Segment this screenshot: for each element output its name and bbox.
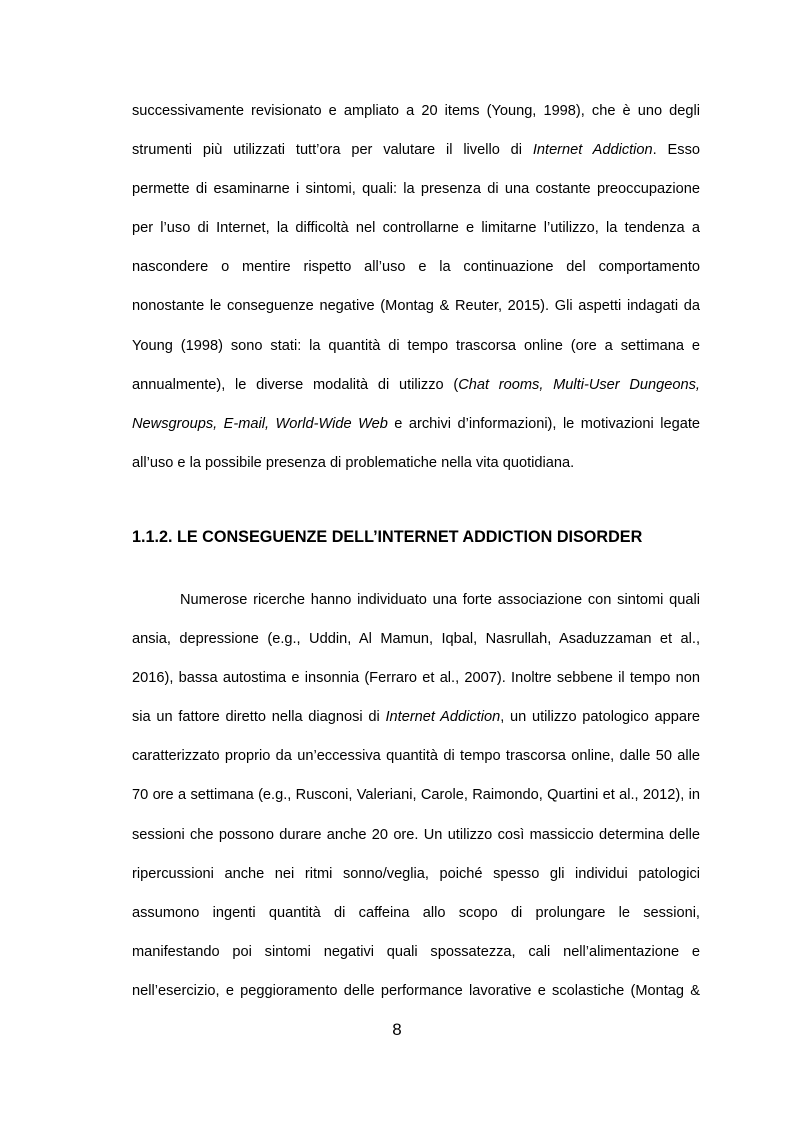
- paragraph-2-line-7: sessioni che possono durare anche 20 ore. Un utilizzo così massiccio determina delle: [132, 826, 700, 843]
- paragraph-2-line-5: caratterizzato proprio da un’eccessiva quantità di tempo trascorsa online, dalle 50 alle: [132, 748, 700, 765]
- paragraph-2: [132, 581, 700, 1011]
- paragraph-1-line-8: annualmente), le diverse modalità di utilizzo (Chat rooms, Multi-User Dungeons,: [132, 376, 700, 393]
- paragraph-1-line-9: Newsgroups, E-mail, World-Wide Web e archivi d’informazioni), le motivazioni legate: [132, 415, 701, 432]
- paragraph-2-line-3: 2016), bassa autostima e insonnia (Ferraro et al., 2007). Inoltre sebbene il tempo non: [132, 670, 700, 687]
- paragraph-1-line-7: Young (1998) sono stati: la quantità di tempo trascorsa online (ore a settimana e: [132, 337, 700, 354]
- paragraph-2-line-10: manifestando poi sintomi negativi quali spossatezza, cali nell’alimentazione e: [132, 943, 700, 960]
- paragraph-2-line-2: ansia, depressione (e.g., Uddin, Al Mamun, Iqbal, Nasrullah, Asaduzzaman et al.,: [132, 631, 700, 648]
- italic-term: Newsgroups, E-mail, World-Wide Web: [132, 415, 388, 432]
- paragraph-2-line-1: Numerose ricerche hanno individuato una forte associazione con sintomi quali: [180, 592, 700, 608]
- italic-term: Internet Addiction: [532, 142, 653, 159]
- paragraph-2-line-6: 70 ore a settimana (e.g., Rusconi, Valeriani, Carole, Raimondo, Quartini et al., 2012), in: [132, 787, 700, 804]
- paragraph-2-line-9: assumono ingenti quantità di caffeina allo scopo di prolungare le sessioni,: [132, 904, 700, 921]
- section-heading: 1.1.2. LE CONSEGUENZE DELL’INTERNET ADDICTION DISORDER: [132, 528, 643, 546]
- paragraph-1-line-10: all’uso e la possibile presenza di problematiche nella vita quotidiana.: [132, 454, 575, 471]
- paragraph-2-line-8: ripercussioni anche nei ritmi sonno/veglia, poiché spesso gli individui patologici: [132, 865, 700, 882]
- paragraph-1-line-4: per l’uso di Internet, la difficoltà nel controllarne e limitarne l’utilizzo, la tendenza a: [132, 220, 700, 237]
- paragraph-1-line-3: permette di esaminarne i sintomi, quali: la presenza di una costante preoccupazione: [132, 181, 700, 198]
- page-number: 8: [392, 1020, 402, 1039]
- paragraph-1-line-2: strumenti più utilizzati tutt’ora per valutare il livello di Internet Addiction. Esso: [132, 142, 701, 159]
- paragraph-1-line-1: successivamente revisionato e ampliato a 20 items (Young, 1998), che è uno degli: [132, 103, 700, 119]
- italic-term: Chat rooms, Multi-User Dungeons,: [458, 376, 700, 393]
- paragraph-1-line-5: nascondere o mentire rispetto all’uso e la continuazione del comportamento: [132, 259, 700, 276]
- italic-term: Internet Addiction: [385, 709, 501, 726]
- paragraph-1-line-6: nonostante le conseguenze negative (Montag & Reuter, 2015). Gli aspetti indagati da: [132, 298, 700, 315]
- paragraph-2-line-4: sia un fattore diretto nella diagnosi di Internet Addiction, un utilizzo patologico appare: [132, 709, 700, 726]
- paragraph-2-line-11: nell’esercizio, e peggioramento delle performance lavorative e scolastiche (Montag &: [132, 982, 700, 999]
- paragraph-1: [132, 92, 700, 483]
